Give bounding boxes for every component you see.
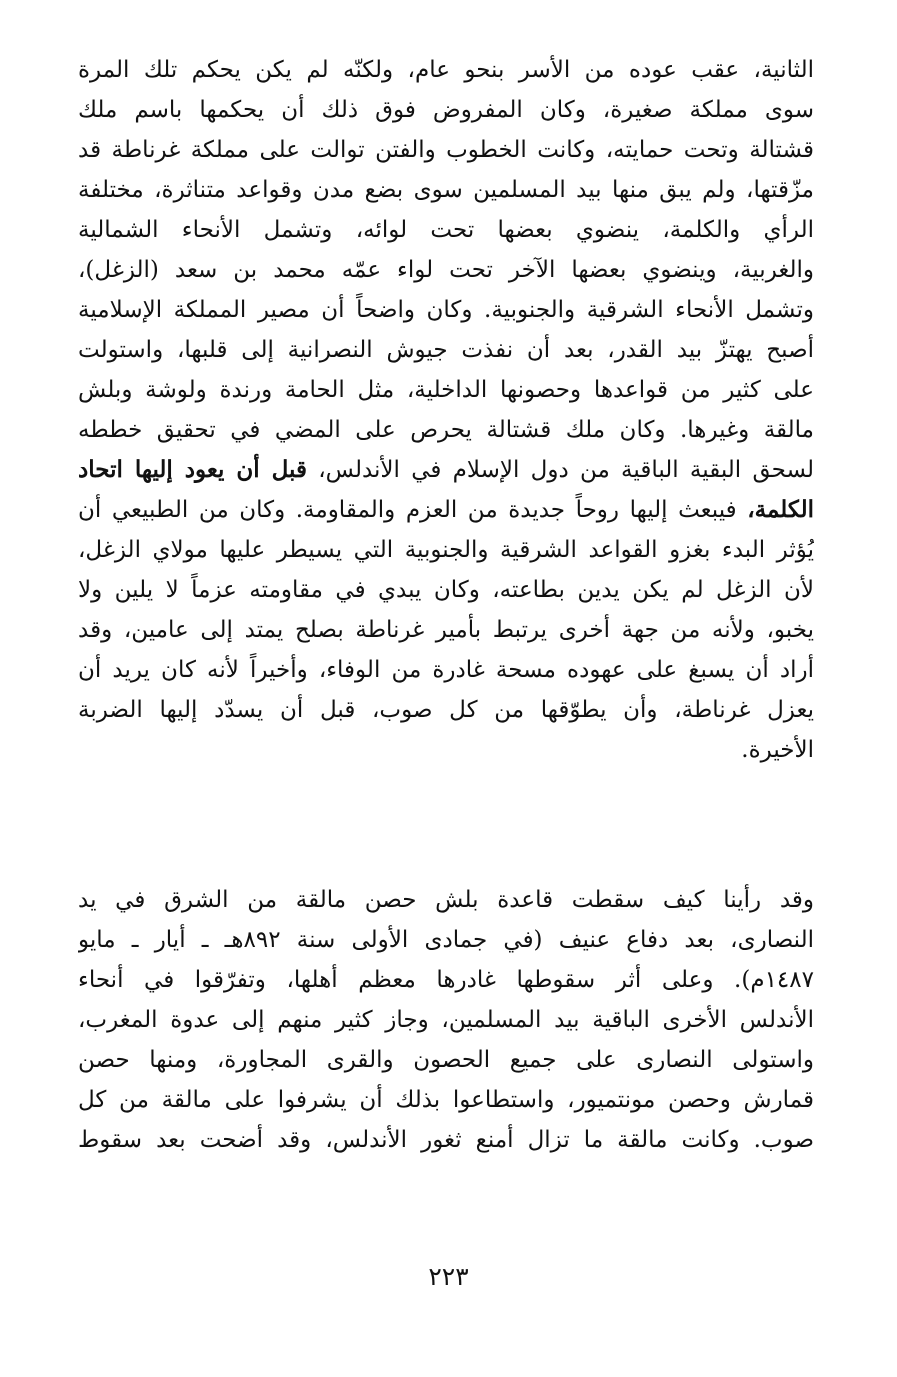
- text-line-with-bold: [78, 450, 814, 490]
- text-line: واستولى النصارى على جميع الحصون والقرى المجاورة، ومنها حصن: [78, 1047, 814, 1073]
- bold-phrase: الكلمة،: [747, 496, 814, 523]
- text-line: يخبو، ولأنه من جهة أخرى يرتبط بأمير غرناطة بصلح يمتد إلى عامين، وقد: [78, 617, 814, 643]
- text-line: الأندلس الأخرى الباقية بيد المسلمين، وجاز كثير منهم إلى عدوة المغرب،: [78, 1007, 814, 1033]
- text-line: ١٤٨٧م). وعلى أثر سقوطها غادرها معظم أهلها، وتفرّقوا في أنحاء: [78, 967, 814, 993]
- text-line: النصارى، بعد دفاع عنيف (في جمادى الأولى سنة ٨٩٢هـ ـ أيار ـ مايو: [78, 927, 814, 953]
- text-line: على كثير من قواعدها وحصونها الداخلية، مثل الحامة ورندة ولوشة وبلش: [78, 377, 814, 403]
- text-line: والغربية، وينضوي بعضها الآخر تحت لواء عمّه محمد بن سعد (الزغل)،: [78, 257, 814, 283]
- text-line: مزّقتها، ولم يبق منها بيد المسلمين سوى بضع مدن وقواعد متناثرة، مختلفة: [78, 177, 814, 203]
- text-segment: لسحق البقية الباقية من دول الإسلام في الأندلس،: [318, 457, 814, 483]
- text-line: صوب. وكانت مالقة ما تزال أمنع ثغور الأندلس، وقد أضحت بعد سقوط: [78, 1127, 814, 1153]
- text-line: أراد أن يسبغ على عهوده مسحة غادرة من الوفاء، وأخيراً لأنه كان يريد أن: [78, 657, 814, 683]
- text-line: سوى مملكة صغيرة، وكان المفروض فوق ذلك أن يحكمها باسم ملك: [78, 97, 814, 123]
- text-line: لأن الزغل لم يكن يدين بطاعته، وكان يبدي في مقاومته عزماً لا يلين ولا: [78, 577, 814, 603]
- text-line-with-bold: [78, 490, 814, 530]
- text-line: الأخيرة.: [741, 737, 814, 763]
- text-line: مالقة وغيرها. وكان ملك قشتالة يحرص على المضي في تحقيق خططه: [78, 417, 814, 443]
- text-line: الرأي والكلمة، ينضوي بعضها تحت لوائه، وتشمل الأنحاء الشمالية: [78, 217, 814, 243]
- text-line: وتشمل الأنحاء الشرقية والجنوبية. وكان واضحاً أن مصير المملكة الإسلامية: [78, 297, 814, 323]
- text-line: الثانية، عقب عوده من الأسر بنحو عام، ولكنّه لم يكن يحكم تلك المرة: [78, 57, 814, 83]
- page-number: ٢٢٣: [428, 1262, 469, 1291]
- text-line: قشتالة وتحت حمايته، وكانت الخطوب والفتن توالت على مملكة غرناطة قد: [78, 137, 814, 163]
- bold-phrase: قبل أن يعود إليها اتحاد: [78, 456, 307, 483]
- text-line: أصبح يهتزّ بيد القدر، بعد أن نفذت جيوش النصرانية إلى قلبها، واستولت: [78, 337, 814, 363]
- paragraph-1: [78, 50, 814, 770]
- text-segment: فيبعث إليها روحاً جديدة من العزم والمقاومة. وكان من الطبيعي أن: [78, 497, 737, 523]
- text-line: وقد رأينا كيف سقطت قاعدة بلش حصن مالقة من الشرق في يد: [78, 887, 814, 913]
- paragraph-2: [78, 880, 814, 1160]
- text-line: يعزل غرناطة، وأن يطوّقها من كل صوب، قبل أن يسدّد إليها الضربة: [78, 697, 814, 723]
- text-line: يُؤثر البدء بغزو القواعد الشرقية والجنوبية التي يسيطر عليها مولاي الزغل،: [78, 537, 814, 563]
- text-line: قمارش وحصن مونتميور، واستطاعوا بذلك أن يشرفوا على مالقة من كل: [78, 1087, 814, 1113]
